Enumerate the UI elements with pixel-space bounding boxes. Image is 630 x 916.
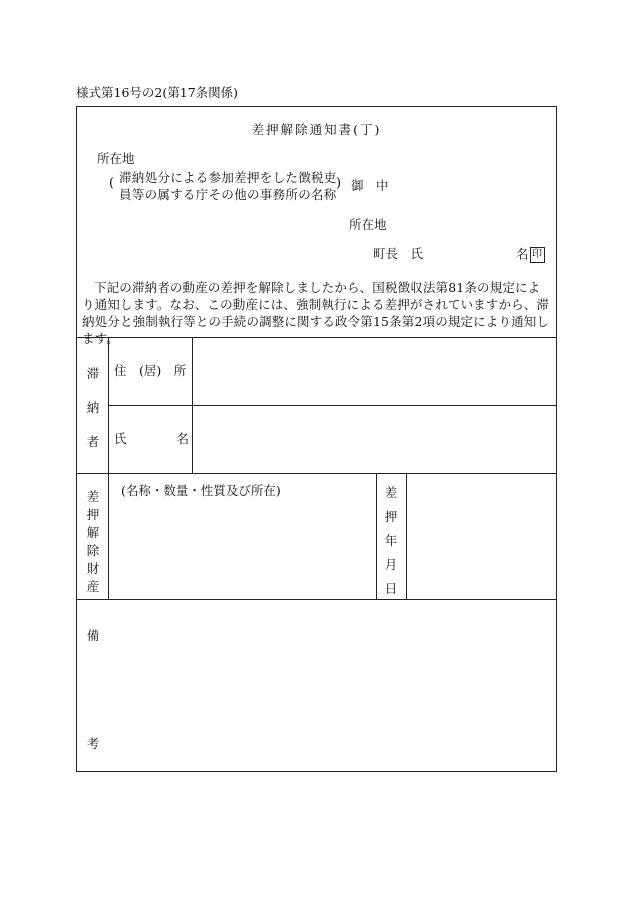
date-char-2: 押 <box>384 509 398 524</box>
paren-open: ( <box>109 176 115 191</box>
seizure-date-field[interactable] <box>407 474 556 599</box>
date-char-5: 日 <box>384 581 398 596</box>
sender-name-prefix: 町長 氏 <box>373 246 424 261</box>
property-char-1: 差 <box>86 489 100 504</box>
sender-name-suffix <box>516 247 545 263</box>
addressee-location-label: 所在地 <box>97 151 135 166</box>
property-char-2: 押 <box>86 507 100 522</box>
delinquent-char-3: 者 <box>86 434 100 449</box>
form-title: 差押解除通知書(丁) <box>251 122 382 137</box>
address-label: 住 (居) 所 <box>114 363 187 378</box>
form-number: 様式第16号の2(第17条関係) <box>76 85 239 100</box>
date-char-4: 月 <box>384 557 398 572</box>
property-char-5: 財 <box>86 561 100 576</box>
address-field[interactable] <box>193 338 556 405</box>
delinquent-char-2: 納 <box>86 400 100 415</box>
rule-date-label-left <box>376 473 377 599</box>
delinquent-char-1: 滞 <box>86 366 100 381</box>
sender-location-label: 所在地 <box>349 217 387 232</box>
sender-name-suffix-text: 名 <box>516 246 529 262</box>
addressee-line-2: 員等の属する庁その他の事務所の名称 <box>119 187 337 202</box>
property-description-field[interactable] <box>109 502 376 599</box>
addressee-line-1: 滞納処分による参加差押をした徴税吏 <box>119 170 337 185</box>
name-label: 氏 名 <box>114 431 190 446</box>
property-char-3: 解 <box>86 525 100 540</box>
remarks-char-1: 備 <box>86 628 100 643</box>
date-char-3: 年 <box>384 533 398 548</box>
name-field[interactable] <box>193 406 556 473</box>
property-description-label: (名称・数量・性質及び所在) <box>121 483 281 498</box>
property-char-6: 産 <box>86 579 100 594</box>
notice-form <box>76 106 557 772</box>
date-char-1: 差 <box>384 485 398 500</box>
remarks-char-2: 考 <box>86 736 100 751</box>
seal-mark: 印 <box>530 247 545 263</box>
paren-close: ) <box>336 176 342 191</box>
addressee-honorific: 御 中 <box>351 178 389 193</box>
property-char-4: 除 <box>86 543 100 558</box>
notice-body-text: 下記の滞納者の動産の差押を解除しましたから、国税徴収法第81条の規定により通知します。なお、この動産には、強制執行による差押がされていますから、滞納処分と強制執行等との手続の調整に関する政令第15条第2項の規定により通知します。 <box>82 280 550 346</box>
remarks-field[interactable] <box>109 600 556 771</box>
